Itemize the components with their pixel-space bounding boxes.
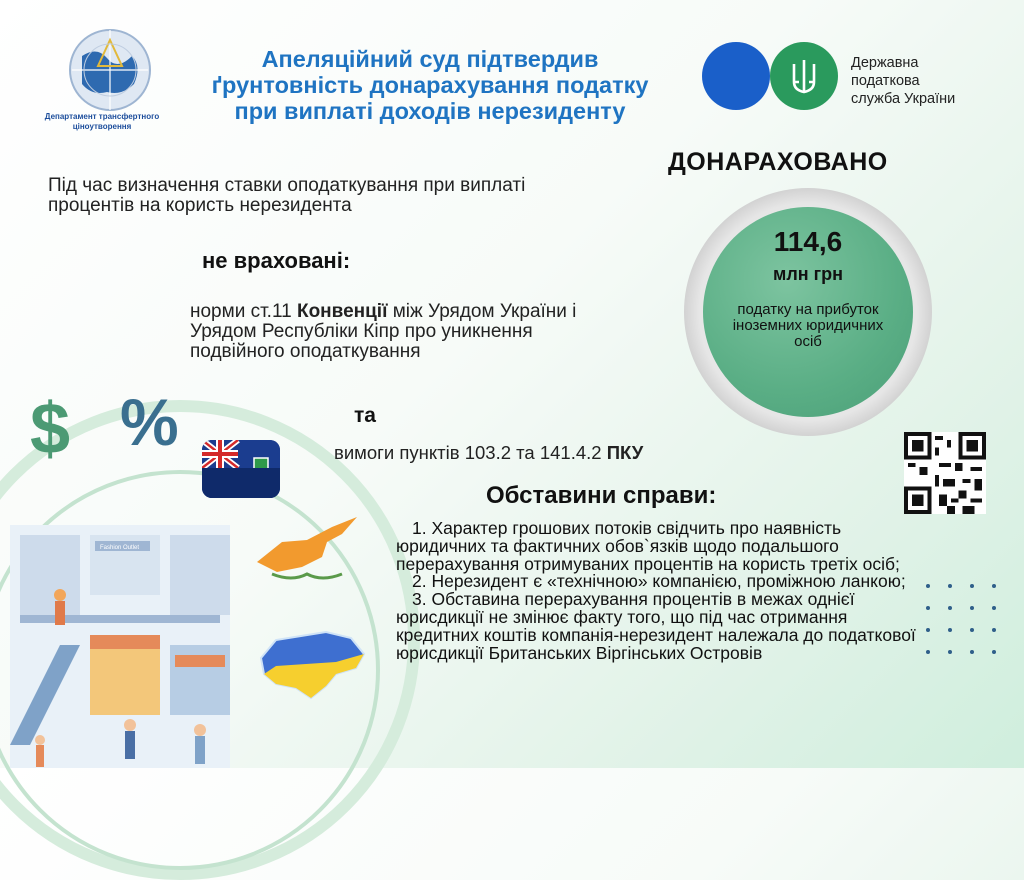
and-connector: та — [354, 404, 376, 427]
tax-logo-blue-circle — [702, 42, 770, 110]
assessed-description: податку на прибуток іноземних юридичних осіб — [732, 301, 884, 350]
requirements-text — [334, 442, 643, 464]
assessed-label: ДОНАРАХОВАНО — [668, 148, 888, 176]
norms-bold: Конвенції — [296, 301, 388, 322]
tax-service-line-2: податкова — [851, 73, 920, 89]
assessed-unit: млн грн — [773, 264, 843, 284]
circumstances-list — [396, 520, 924, 662]
dollar-icon: $ — [30, 389, 71, 469]
ukraine-map-icon — [256, 628, 368, 704]
shopping-mall-illustration — [0, 505, 250, 768]
tax-service-line-3: служба України — [851, 91, 956, 107]
dot-grid-decoration — [926, 582, 1006, 662]
requirements-bold: ПКУ — [606, 442, 644, 463]
norms-text — [190, 302, 600, 362]
cyprus-map-icon — [252, 512, 362, 582]
trident-icon — [770, 42, 838, 110]
bvi-flag-icon — [202, 440, 280, 498]
page-title — [160, 46, 700, 124]
assessed-amount: 114,6 — [773, 226, 843, 257]
title-line-2: ґрунтовність донарахування податку — [211, 72, 649, 98]
title-line-3: при виплаті доходів нерезиденту — [234, 98, 626, 124]
requirements-before: вимоги пунктів 103.2 та 141.4.2 — [334, 442, 607, 463]
circumstance-item: 1. Характер грошових потоків свідчить про наявність юридичних та фактичних обов`язків щодо подальшого перерахування отримуваних процентів на користь третіх осіб; — [396, 518, 900, 574]
title-line-1: Апеляційний суд підтвердив — [261, 46, 599, 72]
dept-logo-caption: Департамент трансфертного ціноутворення — [44, 112, 160, 131]
circumstances-title: Обставини справи: — [486, 482, 717, 509]
tax-service-line-1: Державна — [851, 55, 919, 71]
shop-sign: Fashion Outlet — [100, 545, 140, 551]
circumstance-item: 2. Нерезидент є «технічною» компанією, проміжною ланкою; — [412, 571, 906, 592]
circumstance-item: 3. Обставина перерахування процентів в межах однієї юрисдикції не змінює факту того, що під час отримання кредитних коштів компанія-нерезидент належала до податкової юрисдикції Британських Віргінських Островів — [396, 589, 916, 663]
qr-code-icon[interactable] — [904, 432, 986, 514]
norms-after: між Урядом України і Урядом Республіки Кіпр про уникнення подвійного оподаткування — [190, 301, 577, 362]
intro-text: Під час визначення ставки оподаткування при виплаті процентів на користь нерезидента — [48, 175, 526, 216]
tax-service-name — [851, 54, 955, 108]
not-considered-heading: не враховані: — [202, 248, 351, 273]
percent-icon: % — [120, 385, 179, 459]
tax-logo-green-circle — [770, 42, 838, 110]
norms-before: норми ст.11 — [190, 301, 297, 322]
